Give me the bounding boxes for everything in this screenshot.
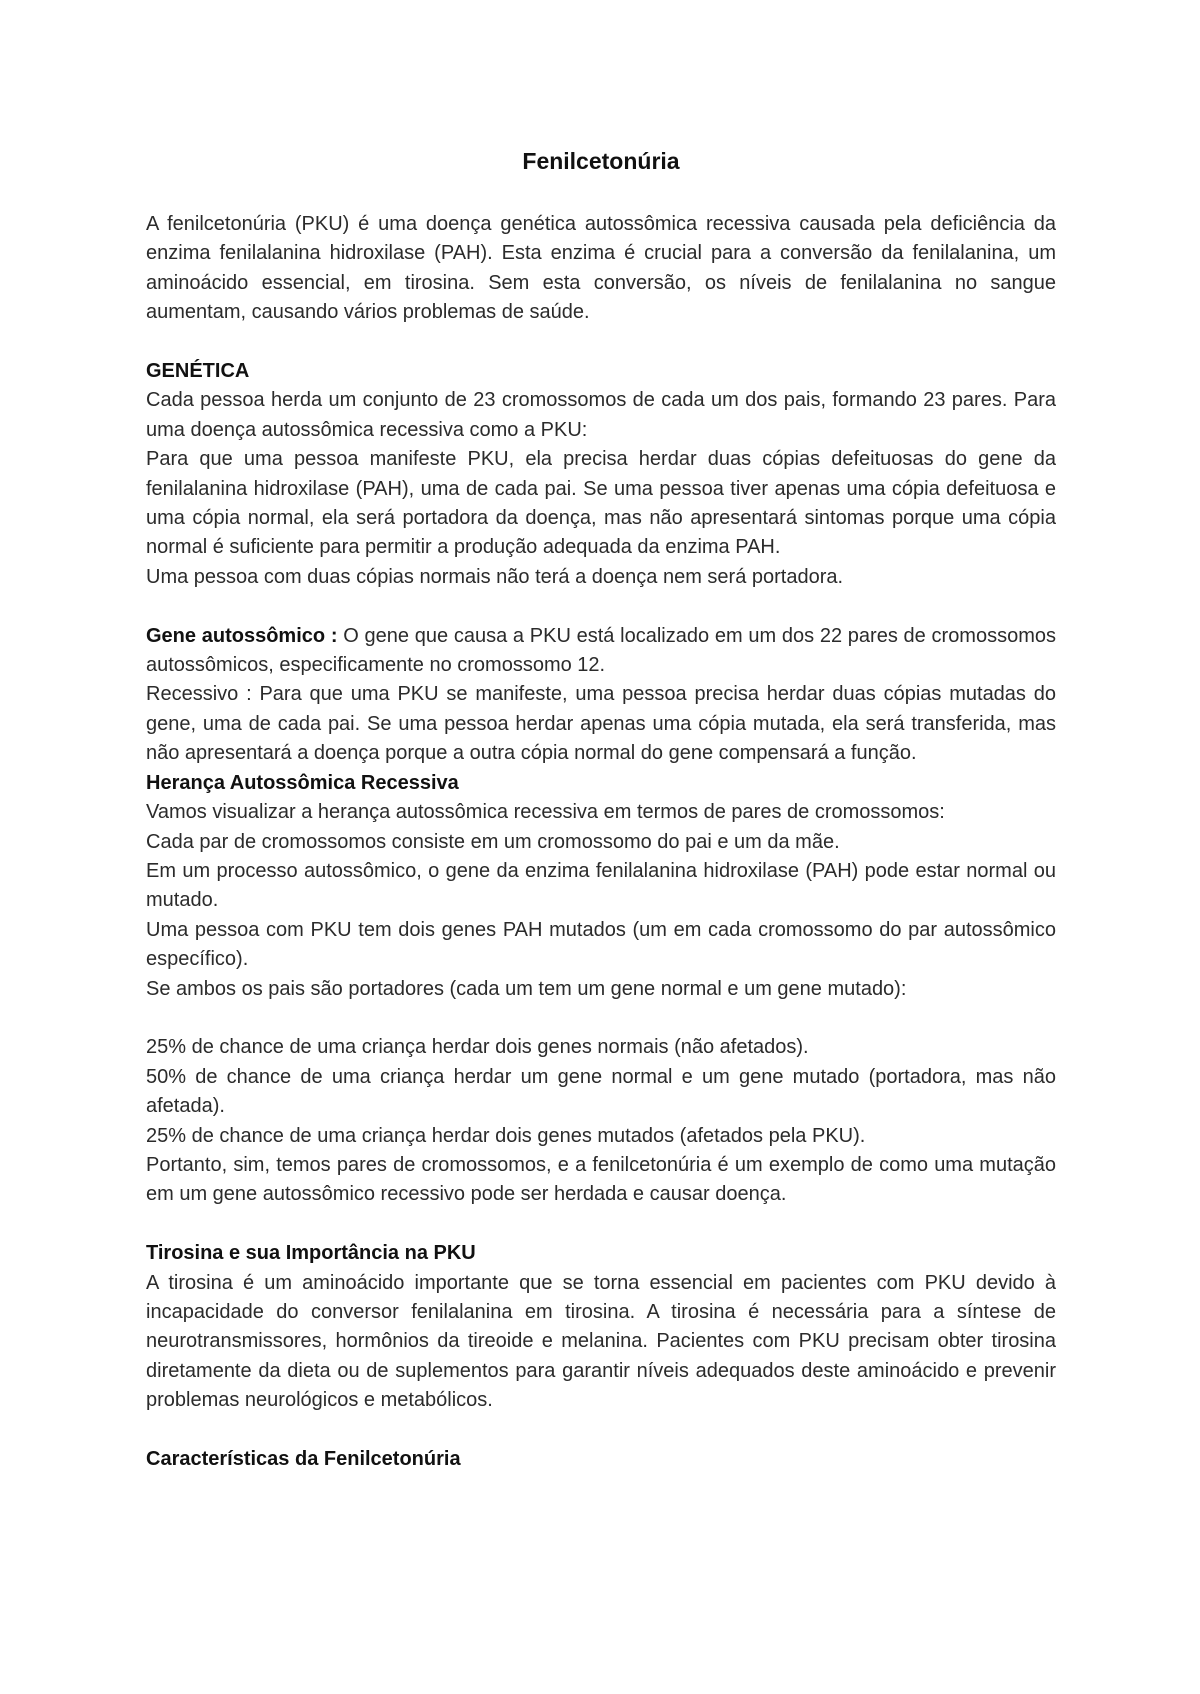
genetica-paragraph-1: Cada pessoa herda um conjunto de 23 cromossomos de cada um dos pais, formando 23 pares. Para uma doença autossômica recessiva como a PKU: <box>146 389 1056 441</box>
heranca-line-3: Em um processo autossômico, o gene da enzima fenilalanina hidroxilase (PAH) pode estar normal ou mutado. <box>146 859 1056 912</box>
gene-label: Gene autossômico : <box>146 624 338 647</box>
recessivo-paragraph: Recessivo : Para que uma PKU se manifeste, uma pessoa precisa herdar duas cópias mutadas do gene, uma de cada pai. Se uma pessoa herdar apenas uma cópia mutada, ela será transferida, mas não apresentará a doença porque a outra cópia normal do gene compensará a função. <box>146 683 1056 765</box>
gene-text: O gene que causa a PKU está localizado em um dos 22 pares de cromossomos autossômicos, especificamente no cromossomo 12. <box>146 624 1057 677</box>
genetica-paragraph-3: Uma pessoa com duas cópias normais não terá a doença nem será portadora. <box>146 565 844 588</box>
gene-paragraph <box>146 622 1056 681</box>
spacer <box>146 328 1056 357</box>
tirosina-paragraph: A tirosina é um aminoácido importante que se torna essencial em pacientes com PKU devido à incapacidade do conversor fenilalanina em tirosina. A tirosina é necessária para a síntese de neurotransmissores, hormônios da tireoide e melanina. Pacientes com PKU precisam obter tirosina diretamente da dieta ou de suplementos para garantir níveis adequados deste aminoácido e prevenir problemas neurológicos e metabólicos. <box>146 1271 1056 1412</box>
genetica-paragraph-2: Para que uma pessoa manifeste PKU, ela precisa herdar duas cópias defeituosas do gene da fenilalanina hidroxilase (PAH), uma de cada pai. Se uma pessoa tiver apenas uma cópia defeituosa e uma cópia normal, ela será portadora da doença, mas não apresentará sintomas porque uma cópia normal é suficiente para permitir a produção adequada da enzima PAH. <box>146 448 1056 559</box>
heranca-line-2: Cada par de cromossomos consiste em um cromossomo do pai e um da mãe. <box>146 830 840 853</box>
conclusion-paragraph: Portanto, sim, temos pares de cromossomos, e a fenilcetonúria é um exemplo de como uma mutação em um gene autossômico recessivo pode ser herdada e causar doença. <box>146 1153 1056 1206</box>
heranca-line-5: Se ambos os pais são portadores (cada um tem um gene normal e um gene mutado): <box>146 977 907 1000</box>
document-page <box>146 140 1056 1474</box>
chance-line-2: 50% de chance de uma criança herdar um gene normal e um gene mutado (portadora, mas não afetada). <box>146 1065 1056 1118</box>
chance-line-1: 25% de chance de uma criança herdar dois genes normais (não afetados). <box>146 1036 809 1059</box>
chance-line-3: 25% de chance de uma criança herdar dois genes mutados (afetados pela PKU). <box>146 1124 866 1147</box>
section-heading-heranca: Herança Autossômica Recessiva <box>146 771 459 794</box>
section-heading-tirosina: Tirosina e sua Importância na PKU <box>146 1242 476 1265</box>
spacer <box>146 1004 1056 1033</box>
section-heading-genetica: GENÉTICA <box>146 360 250 383</box>
heranca-line-1: Vamos visualizar a herança autossômica recessiva em termos de pares de cromossomos: <box>146 801 945 824</box>
document-title: Fenilcetonúria <box>522 148 680 174</box>
spacer <box>146 1210 1056 1239</box>
section-heading-caracteristicas: Características da Fenilcetonúria <box>146 1447 461 1470</box>
heranca-line-4: Uma pessoa com PKU tem dois genes PAH mutados (um em cada cromossomo do par autossômico específico). <box>146 918 1056 971</box>
spacer <box>146 1416 1056 1445</box>
intro-paragraph: A fenilcetonúria (PKU) é uma doença genética autossômica recessiva causada pela deficiência da enzima fenilalanina hidroxilase (PAH). Esta enzima é crucial para a conversão da fenilalanina, um aminoácido essencial, em tirosina. Sem esta conversão, os níveis de fenilalanina no sangue aumentam, causando vários problemas de saúde. <box>146 213 1056 324</box>
spacer <box>146 592 1056 621</box>
